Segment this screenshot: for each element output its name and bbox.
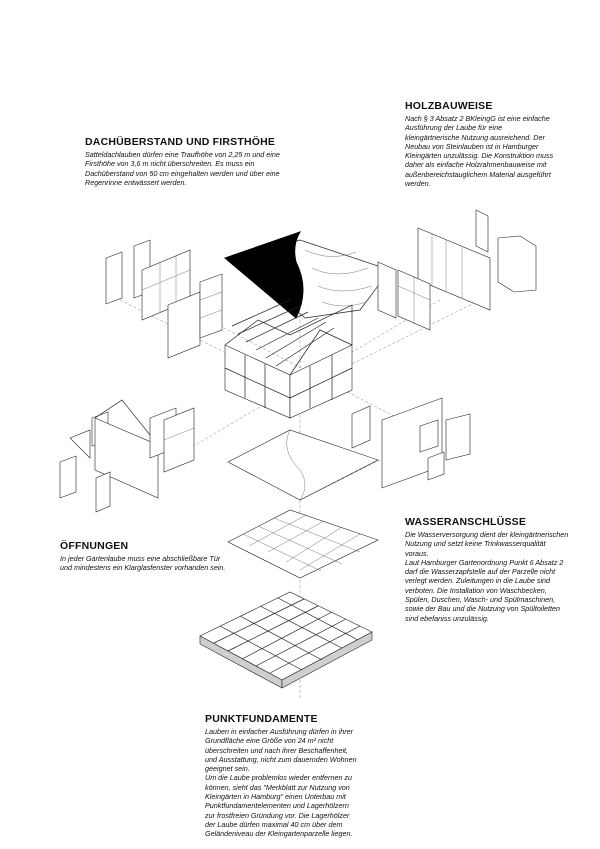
front-wall-with-door: [60, 400, 194, 512]
section-foundation-line: Um die Laube problemlos wieder entfernen zu: [205, 773, 353, 783]
section-openings: [60, 540, 260, 573]
section-wood-line: Nach § 3 Absatz 2 BKleingG ist eine einfache: [405, 114, 550, 123]
section-foundation-line: können, sieht das "Merkblatt zur Nutzung von: [205, 782, 350, 792]
section-roof-line: Satteldachlauben dürfen eine Traufhöhe von 2,25 m und eine: [85, 150, 280, 159]
section-water-line: Die Wasserversorgung dient der kleingärtnerischen: [405, 530, 569, 539]
section-wood-line: außenbereichstauglichem Material ausgeführt: [405, 169, 551, 179]
section-water-line: Nutzung und setzt keine Trinkwasserqualität: [405, 539, 546, 549]
section-water-line: sind ebefaniss unzulässig.: [405, 613, 489, 623]
section-water-line: verboten. Die Installation von Waschbecken,: [405, 585, 547, 595]
section-water-line: darf die Wasserzapfstelle auf der Parzelle nicht: [405, 567, 556, 577]
section-foundation-line: und Ausstattung, nicht zum dauernden Wohnen: [205, 754, 357, 764]
section-water: [405, 516, 585, 623]
section-foundation-line: Punktfundamentelementen und Lagerhölzern: [205, 801, 349, 811]
timber-frame: [225, 305, 352, 418]
section-roof-line: Regenrinne entwässert werden.: [85, 177, 187, 187]
section-water-title: WASSERANSCHLÜSSE: [405, 516, 527, 528]
section-foundation-line: überschreiten und nach ihrer Beschaffenheit,: [205, 745, 349, 755]
section-openings-line: In jeder Gartenlaube muss eine abschließbare Tür: [60, 554, 221, 563]
section-foundation-line: Geländeniveau der Kleingartenparzelle liegen.: [205, 829, 353, 839]
section-wood: [405, 100, 580, 188]
section-foundation-title: PUNKTFUNDAMENTE: [205, 713, 318, 725]
section-roof: [85, 136, 295, 187]
roof-element: [225, 232, 390, 318]
left-wall-panels: [106, 240, 222, 358]
section-openings-line: und mindestens ein Klarglasfenster vorhanden sein.: [60, 563, 226, 573]
section-roof-title: DACHÜBERSTAND UND FIRSTHÖHE: [85, 136, 276, 148]
section-water-line: Laut Hamburger Gartenordnung Punkt 6 Absatz 2: [405, 557, 564, 567]
section-water-line: Spülen, Duschen, Wasch- und Spülmaschinen,: [405, 595, 556, 605]
section-wood-line: kleingärtnerische Nutzung ausreichend. Der: [405, 132, 545, 142]
section-foundation-line: zur frostfreien Gründung vor. Die Lagerhölzer: [205, 810, 350, 820]
point-foundation-grid: [200, 592, 372, 688]
section-foundation-line: der Laube dürfen maximal 40 cm über dem: [205, 819, 343, 829]
section-wood-line: Neubau von Steinlauben ist in Hamburger: [405, 141, 539, 151]
section-foundation-line: Grundfläche eine Größe von 24 m² nicht: [205, 736, 334, 746]
section-wood-title: HOLZBAUWEISE: [405, 100, 493, 112]
section-wood-line: Kleingärten unzulässig. Die Konstruktion muss: [405, 151, 554, 161]
section-foundation: [205, 713, 385, 839]
section-water-line: verlegt werden. Zuleitungen in die Laube sind: [405, 576, 551, 586]
section-roof-line: Firsthöhe von 3,6 m nicht überschreiten. Es muss ein: [85, 159, 255, 169]
right-wall-panels: [378, 210, 536, 330]
section-openings-title: ÖFFNUNGEN: [60, 540, 129, 552]
section-wood-line: daher als einfache Holzrahmenbauweise mit: [405, 160, 547, 170]
section-water-line: voraus.: [405, 548, 429, 558]
section-foundation-line: geeignet sein.: [205, 764, 250, 774]
section-wood-line: werden.: [405, 179, 431, 189]
section-foundation-line: Lauben in einfacher Ausführung dürfen in ihrer: [205, 727, 353, 736]
side-wall-with-window: [352, 398, 470, 488]
section-foundation-line: Kleingärten in Hamburg" einen Unterbau mit: [205, 792, 346, 802]
section-water-line: sowie der Bau und die Nutzung von Spültoiletten: [405, 604, 561, 614]
section-roof-line: Dachüberstand von 50 cm eingehalten werden und über eine: [85, 168, 280, 178]
section-wood-line: Ausführung der Laube für eine: [405, 123, 503, 133]
